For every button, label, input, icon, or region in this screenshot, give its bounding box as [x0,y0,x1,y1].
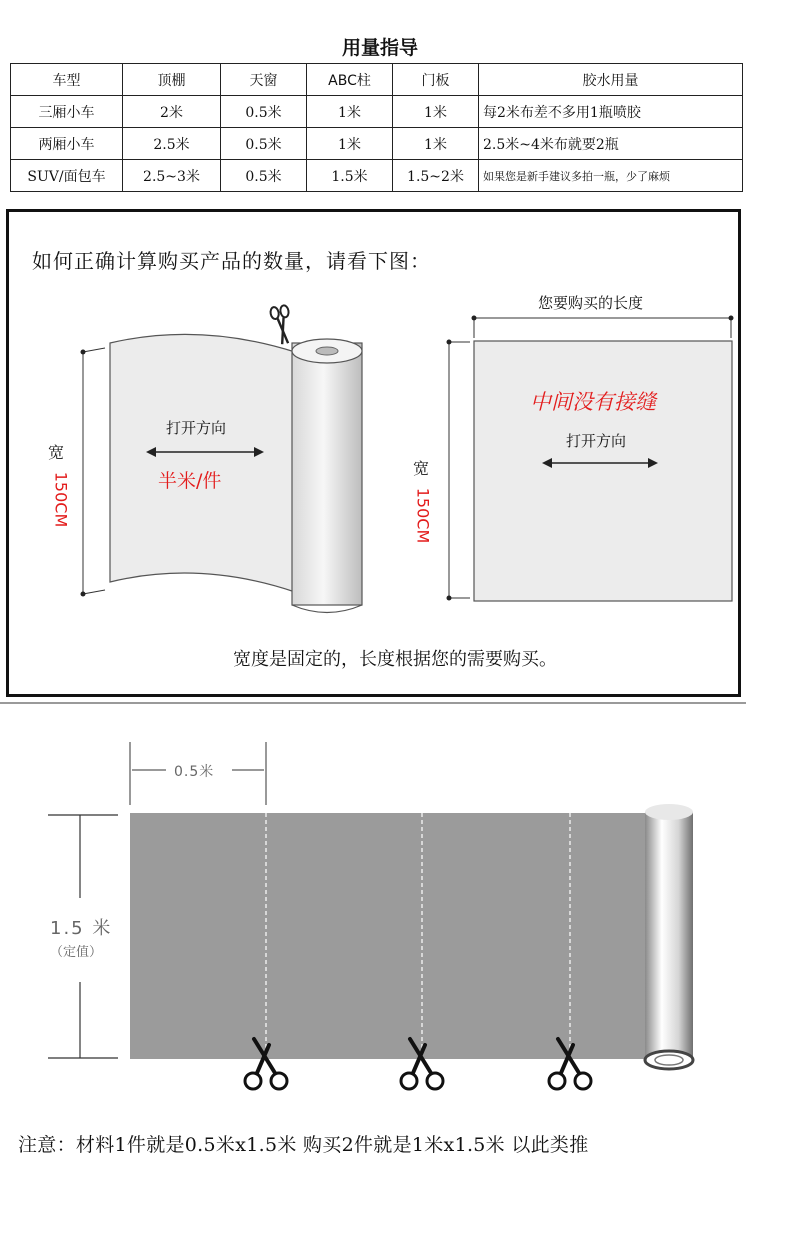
table-cell: 2.5米~4米布就要2瓶 [479,128,743,160]
table-cell: 1米 [307,128,393,160]
table-cell: 每2米布差不多用1瓶喷胶 [479,96,743,128]
left-direction-label: 打开方向 [166,419,227,437]
diagram-caption: 宽度是固定的，长度根据您的需要购买。 [233,649,557,670]
right-width-label: 宽 [413,459,430,478]
table-cell: 两厢小车 [11,128,123,160]
table-cell: 2米 [123,96,221,128]
table-cell: 0.5米 [221,96,307,128]
left-width-label: 宽 [48,443,65,462]
diagram-heading: 如何正确计算购买产品的数量，请看下图： [32,249,431,273]
left-width-dimension [81,348,106,597]
height-label: 1.5 米 [50,918,113,939]
table-cell: 2.5米 [123,128,221,160]
no-seam-label: 中间没有接缝 [530,390,656,414]
roll-cylinder [645,812,693,1060]
bottom-note: 注意：材料1件就是0.5米x1.5米 购买2件就是1米x1.5米 以此类推 [18,1134,589,1156]
right-fabric-sheet [474,341,732,601]
table-cell: 1米 [393,96,479,128]
small-scissors-icon [270,305,294,346]
table-cell: 0.5米 [221,128,307,160]
table-cell: 1.5米 [307,160,393,192]
header-abc-pillar: ABC柱 [307,64,393,96]
left-fabric-sheet [110,334,295,592]
height-note: （定值） [50,945,103,960]
fabric-panel [130,813,660,1059]
usage-guide-title: 用量指导 [341,37,418,59]
right-width-value: 150CM [413,487,433,544]
header-roof: 顶棚 [123,64,221,96]
left-roll-bottom [292,605,362,613]
table-cell: 三厢小车 [11,96,123,128]
header-car-type: 车型 [11,64,123,96]
table-cell: 1.5~2米 [393,160,479,192]
header-door-panel: 门板 [393,64,479,96]
section-divider [0,702,746,704]
table-cell: 1米 [307,96,393,128]
left-width-value: 150CM [51,471,71,528]
length-label: 您要购买的长度 [538,294,644,312]
left-roll-core [316,347,338,355]
big-fabric-roll [130,804,693,1069]
roll-top [645,804,693,820]
length-dimension [472,316,734,339]
table-cell: 1米 [393,128,479,160]
header-glue-usage: 胶水用量 [479,64,743,96]
left-fabric-roll [110,334,362,612]
table-cell: 0.5米 [221,160,307,192]
segment-label: 0.5米 [174,764,215,780]
table-cell: SUV/面包车 [11,160,123,192]
table-cell: 2.5~3米 [123,160,221,192]
right-direction-label: 打开方向 [566,432,627,450]
left-roll-cylinder [292,343,362,605]
table-cell: 如果您是新手建议多拍一瓶，少了麻烦 [479,160,743,192]
unit-label: 半米/件 [158,470,222,492]
right-width-dimension [447,340,471,601]
header-sunroof: 天窗 [221,64,307,96]
